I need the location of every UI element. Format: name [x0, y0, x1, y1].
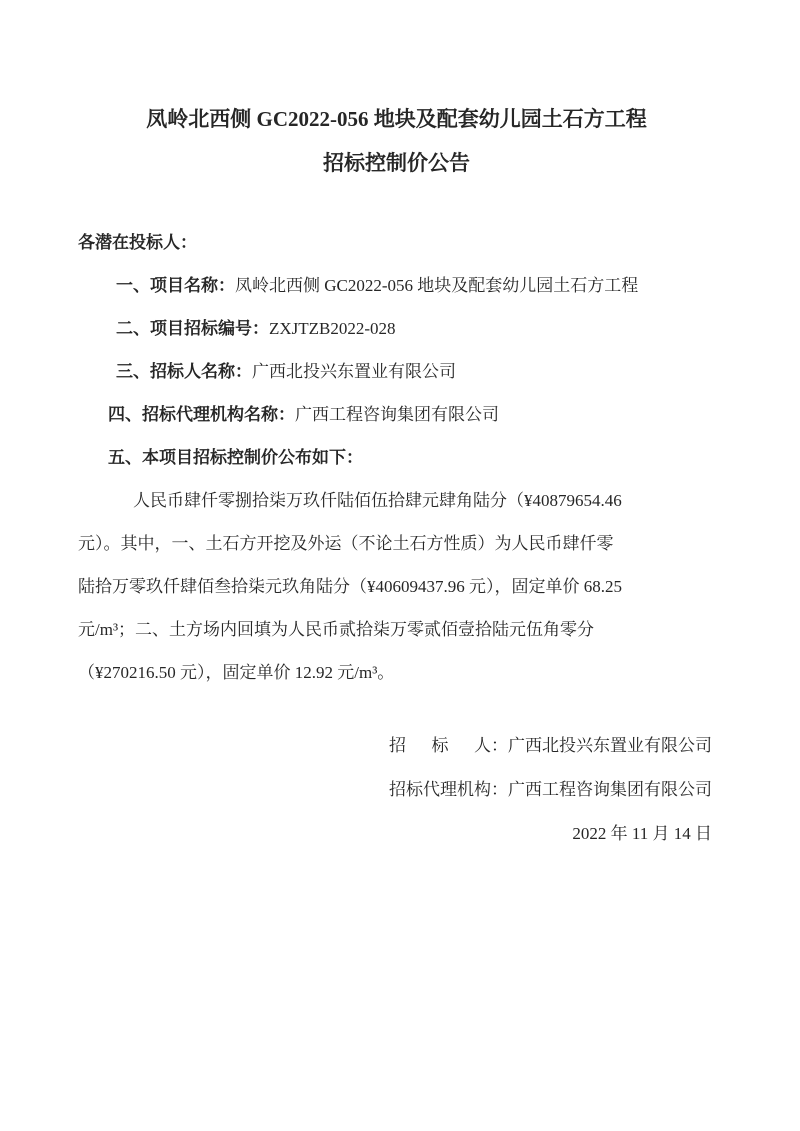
signature-colon: ： — [491, 780, 508, 799]
signature-agency — [78, 768, 715, 812]
item-project-name — [78, 264, 715, 307]
signature-bidder-label: 招标人 — [389, 736, 491, 755]
paragraph-line: 元）。其中，一、土石方开挖及外运（不论土石方性质）为人民币肆仟零 — [78, 534, 614, 553]
item-value: 广西工程咨询集团有限公司 — [295, 405, 499, 424]
paragraph-line: （¥270216.50 元），固定单价 12.92 元/m³。 — [78, 663, 395, 682]
signature-colon: ： — [491, 736, 508, 755]
document-title-line1: 凤岭北西侧 GC2022-056 地块及配套幼儿园土石方工程 — [146, 107, 647, 131]
spacer — [78, 694, 715, 724]
item-label: 二、项目招标编号： — [116, 319, 269, 338]
item-label: 五、本项目招标控制价公布如下： — [108, 448, 363, 467]
signature-agency-label: 招标代理机构 — [389, 780, 491, 799]
paragraph-line: 陆拾万零玖仟肆佰叁拾柒元玖角陆分（¥40609437.96 元），固定单价 68.25 — [78, 577, 622, 596]
item-label: 四、招标代理机构名称： — [108, 405, 295, 424]
item-agency-name — [78, 393, 715, 436]
signature-bidder-value: 广西北投兴东置业有限公司 — [508, 736, 712, 755]
item-label: 一、项目名称： — [116, 276, 235, 295]
paragraph-line: 元/m³；二、土方场内回填为人民币贰拾柒万零贰佰壹拾陆元伍角零分 — [78, 620, 595, 639]
item-value: 凤岭北西侧 GC2022-056 地块及配套幼儿园土石方工程 — [235, 276, 639, 295]
document-title-line2: 招标控制价公告 — [323, 151, 470, 175]
paragraph-line: 人民币肆仟零捌拾柒万玖仟陆佰伍拾肆元肆角陆分（¥40879654.46 — [133, 491, 622, 510]
signature-date: 2022 年 11 月 14 日 — [572, 824, 712, 843]
item-label: 三、招标人名称： — [116, 362, 252, 381]
spacer — [78, 185, 715, 221]
salutation: 各潜在投标人： — [78, 233, 197, 252]
item-control-price-heading — [78, 436, 715, 479]
signature-agency-value: 广西工程咨询集团有限公司 — [508, 780, 712, 799]
item-tenderer-name — [78, 350, 715, 393]
item-value: 广西北投兴东置业有限公司 — [252, 362, 456, 381]
signature-bidder — [78, 724, 715, 768]
item-value: ZXJTZB2022-028 — [269, 319, 396, 338]
item-tender-number — [78, 307, 715, 350]
